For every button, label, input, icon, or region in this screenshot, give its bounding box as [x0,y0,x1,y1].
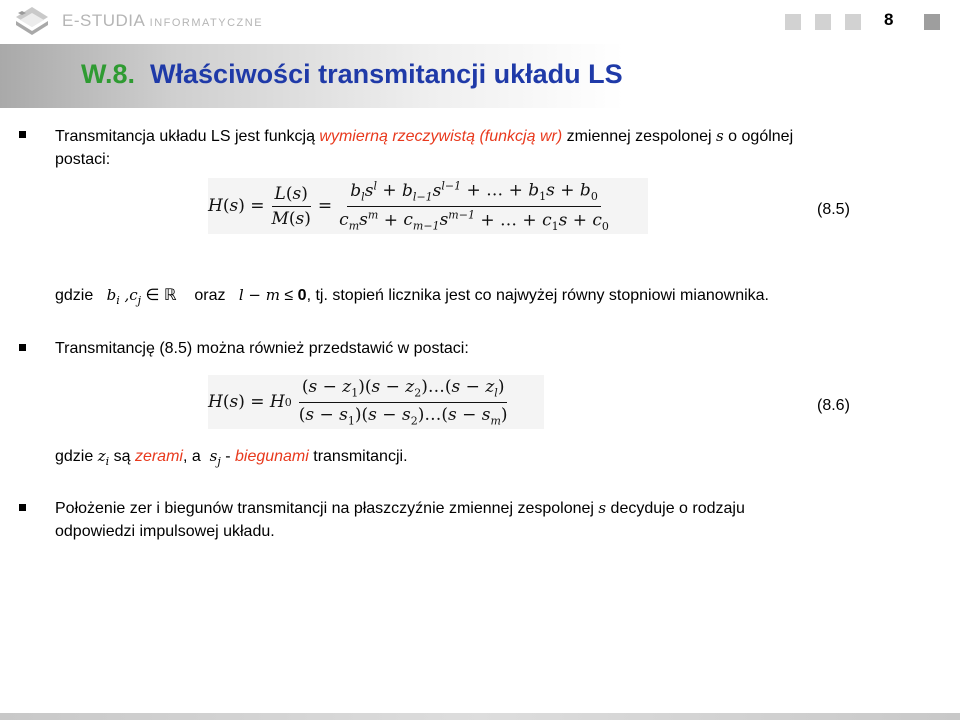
zeros-poles-line: gdzie $z_i$ są zerami, a $s_j$ - biegunami transmitancji. [55,447,408,468]
paragraph-3: Położenie zer i biegunów transmitancji na płaszczyźnie zmiennej zespolonej s decyduje o rodzaju odpowiedzi impulsowej układu. [55,499,745,540]
nav-last-button[interactable] [924,14,940,30]
logo-sub: INFORMATYCZNE [149,17,264,29]
equation-label-8-6: (8.6) [817,397,850,414]
page-number: 8 [884,10,894,29]
header-bar [0,0,960,44]
logo-icon [12,5,52,39]
formula-8-5: H ( s ) = $\frac{L(s)}{M(s)}$ = $\frac{b_ls^l + b_{l-1}s^{l-1} + \dots + b_1s + b_0}{c_ms^m + c_{m-1}s^{m-1} + \dots + c_1s + c_0}$ [208,178,648,234]
slide-title [81,59,623,90]
title-number: W.8. [81,59,136,89]
bullet-icon [19,131,26,138]
nav-first-button[interactable] [785,14,801,30]
bullet-icon [19,344,26,351]
footer-bar [0,713,960,720]
bullet-icon [19,504,26,511]
logo-main: E-STUDIA [62,11,145,30]
paragraph-1: Transmitancja układu LS jest funkcją wymierną rzeczywistą (funkcją wr) zmiennej zespolonej s o ogólnej postaci: [55,127,794,168]
nav-next-button[interactable] [845,14,861,30]
equation-label-8-5: (8.5) [817,201,850,218]
logo-text [62,11,263,31]
nav-prev-button[interactable] [815,14,831,30]
formula-8-6: H ( s ) = H 0 $\frac{(s - z_1)(s - z_2)\dots(s - z_l)}{(s - s_1)(s - s_2)\dots(s - s_m)}$ [208,375,544,429]
condition-line: gdzie $b_i$ $,c_j$ ∈ ℝ oraz l − m ≤ 0, tj. stopień licznika jest co najwyżej równy stopniowi mianownika. [55,286,769,307]
title-text: Właściwości transmitancji układu LS [150,59,623,89]
paragraph-2: Transmitancję (8.5) można również przedstawić w postaci: [55,340,469,357]
